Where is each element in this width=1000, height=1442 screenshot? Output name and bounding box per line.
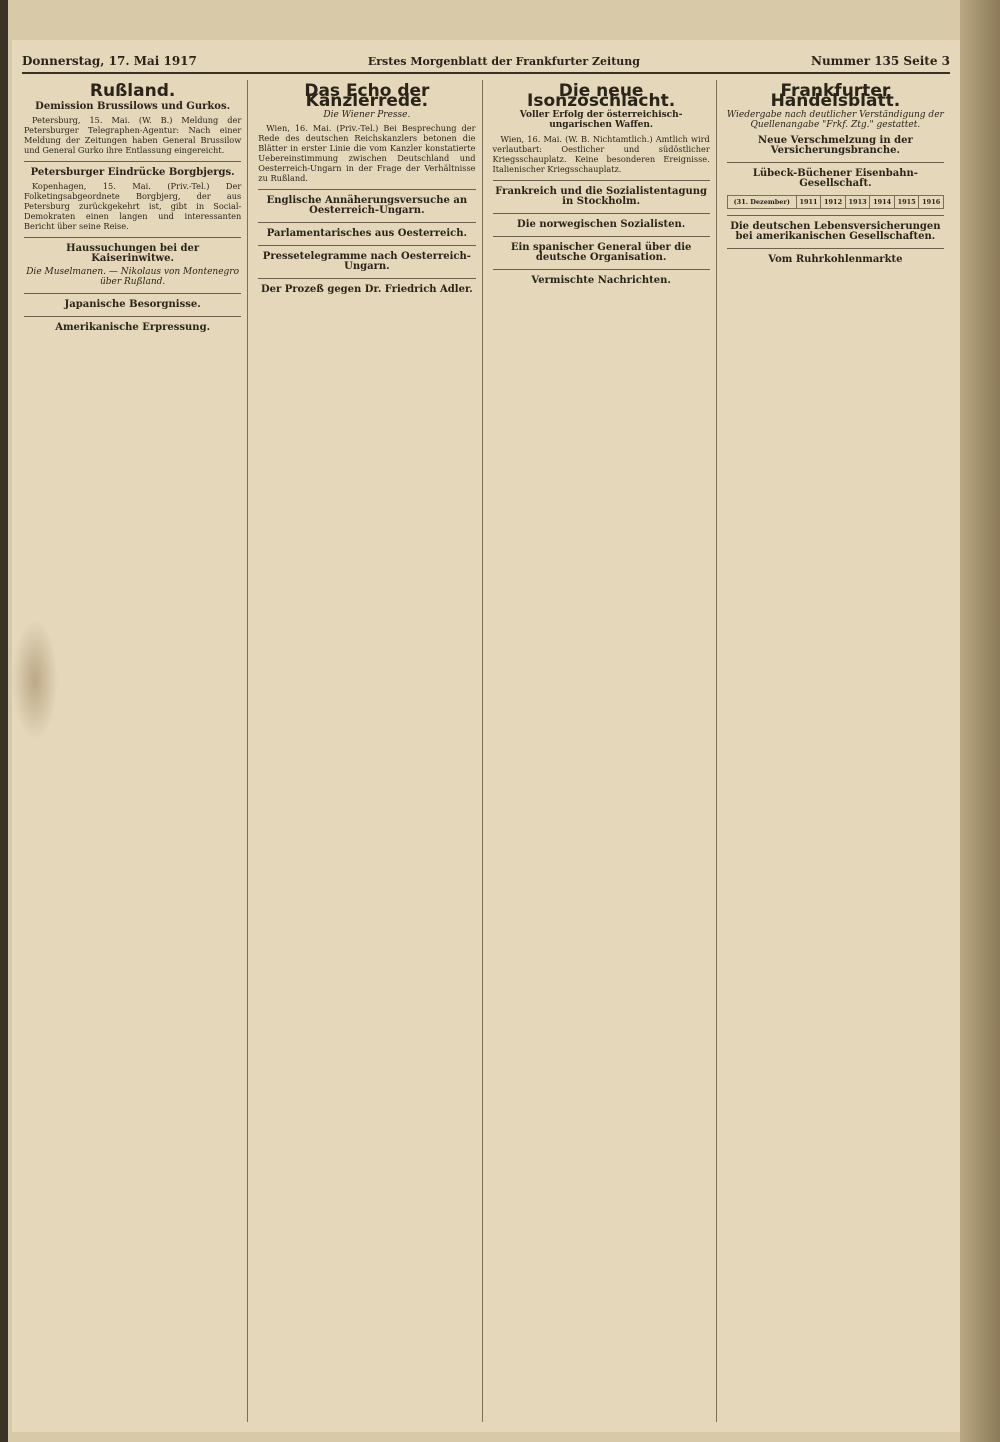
col4-subheading-b: Lübeck-Büchener Eisenbahn-Gesellschaft. — [752, 168, 918, 189]
col2-subheading-c: Pressetelegramme nach Oesterreich-Ungarn. — [262, 251, 471, 272]
col1-paragraph-2: Kopenhagen, 15. Mai. (Priv.-Tel.) Der Folketingsabgeordnete Borgbjerg, der aus Petersburg zurückgekehrt ist, gibt in Social-Demokraten einen langen und interessanten Bericht über seine Reise. — [24, 181, 242, 231]
newspaper-page — [12, 40, 960, 1432]
col4-subline: Wiedergabe nach deutlicher Verständigung der Quellenangabe "Frkf. Ztg." gestattet. — [726, 110, 944, 130]
divider — [493, 236, 710, 237]
masthead-title: Erstes Morgenblatt der Frankfurter Zeitung — [367, 54, 640, 68]
table-header-row — [727, 196, 943, 209]
masthead-date: Donnerstag, 17. Mai 1917 — [22, 54, 197, 68]
col3-subheading-c: Ein spanischer General über die deutsche Organisation. — [510, 242, 692, 263]
col2-paragraph-1: Wien, 16. Mai. (Priv.-Tel.) Bei Besprechung der Rede des deutschen Reichskanzlers betonen die Blätter in erster Linie die vom Kanzler konstatierte Uebereinstimmung zwischen Deutschland und Oesterreich-Ungarn in der Frage der Verhältnisse zu Rußland. — [258, 123, 476, 183]
column-2 — [256, 80, 482, 1422]
table-header: 1915 — [894, 196, 919, 209]
column-1 — [22, 80, 248, 1422]
divider — [727, 248, 944, 249]
column-3 — [491, 80, 717, 1422]
divider — [24, 316, 241, 317]
divider — [24, 161, 241, 162]
col3-paragraph-1: Wien, 16. Mai. (W. B. Nichtamtlich.) Amtlich wird verlautbart: Oestlicher und südöstlicher Kriegsschauplatz. Keine besonderen Ereignisse. Italienischer Kriegsschauplatz. — [492, 134, 710, 174]
column-4 — [725, 80, 950, 1422]
divider — [24, 293, 241, 294]
financial-table — [727, 195, 944, 209]
page-binding — [0, 0, 8, 1442]
col2-subheading-d: Der Prozeß gegen Dr. Friedrich Adler. — [260, 284, 473, 295]
divider — [727, 162, 944, 163]
divider — [258, 189, 475, 190]
col2-subheading-a: Englische Annäherungsversuche an Oesterreich-Ungarn. — [266, 195, 468, 216]
col3-subheading-d: Vermischte Nachrichten. — [531, 275, 671, 286]
masthead-number: Nummer 135 Seite 3 — [810, 54, 950, 68]
table-header: (31. Dezember) — [727, 196, 796, 209]
col1-subheading-c: Haussuchungen bei der Kaiserinwitwe. — [66, 243, 200, 264]
col3-heading: Die neue Isonzoschlacht. — [527, 81, 676, 111]
col1-heading: Rußland. — [89, 81, 176, 101]
divider — [493, 213, 710, 214]
col1-subheading-a: Demission Brussilows und Gurkos. — [35, 101, 231, 112]
col3-subheading-a: Frankreich und die Sozialistentagung in Stockholm. — [495, 186, 707, 207]
divider — [493, 180, 710, 181]
table-header: 1912 — [821, 196, 846, 209]
page-edge — [960, 0, 1000, 1442]
divider — [258, 222, 475, 223]
col4-subheading-a: Neue Verschmelzung in der Versicherungsbranche. — [758, 135, 913, 156]
col1-subheading-b: Petersburger Eindrücke Borgbjergs. — [30, 167, 235, 178]
col4-subheading-c: Die deutschen Lebensversicherungen bei amerikanischen Gesellschaften. — [730, 221, 941, 242]
divider — [258, 278, 475, 279]
col2-heading: Das Echo der Kanzlerrede. — [304, 81, 430, 111]
col2-subheading-b: Parlamentarisches aus Oesterreich. — [266, 228, 467, 239]
masthead — [22, 50, 950, 74]
table-header: 1914 — [870, 196, 895, 209]
divider — [258, 245, 475, 246]
divider — [24, 237, 241, 238]
col1-subheading-e: Amerikanische Erpressung. — [55, 322, 211, 333]
divider — [727, 215, 944, 216]
col4-heading: Frankfurter Handelsblatt. — [770, 81, 901, 111]
divider — [493, 269, 710, 270]
table-header: 1911 — [796, 196, 821, 209]
col4-subheading-d: Vom Ruhrkohlenmarkte — [768, 254, 903, 265]
col2-subheading: Die Wiener Presse. — [323, 110, 411, 120]
col3-lead: Voller Erfolg der österreichisch-ungarischen Waffen. — [519, 110, 683, 130]
table-header: 1916 — [919, 196, 944, 209]
col1-paragraph-1: Petersburg, 15. Mai. (W. B.) Meldung der Petersburger Telegraphen-Agentur: Nach einer Meldung der Zeitungen haben General Brussilow und General Gurko ihre Entlassung eingereicht. — [24, 115, 242, 155]
table-header: 1913 — [845, 196, 870, 209]
col3-subheading-b: Die norwegischen Sozialisten. — [517, 219, 686, 230]
col1-subheading-d: Japanische Besorgnisse. — [64, 299, 201, 310]
col1-subheading-c2: Die Muselmanen. — Nikolaus von Montenegro über Rußland. — [26, 267, 240, 287]
columns — [22, 80, 950, 1422]
